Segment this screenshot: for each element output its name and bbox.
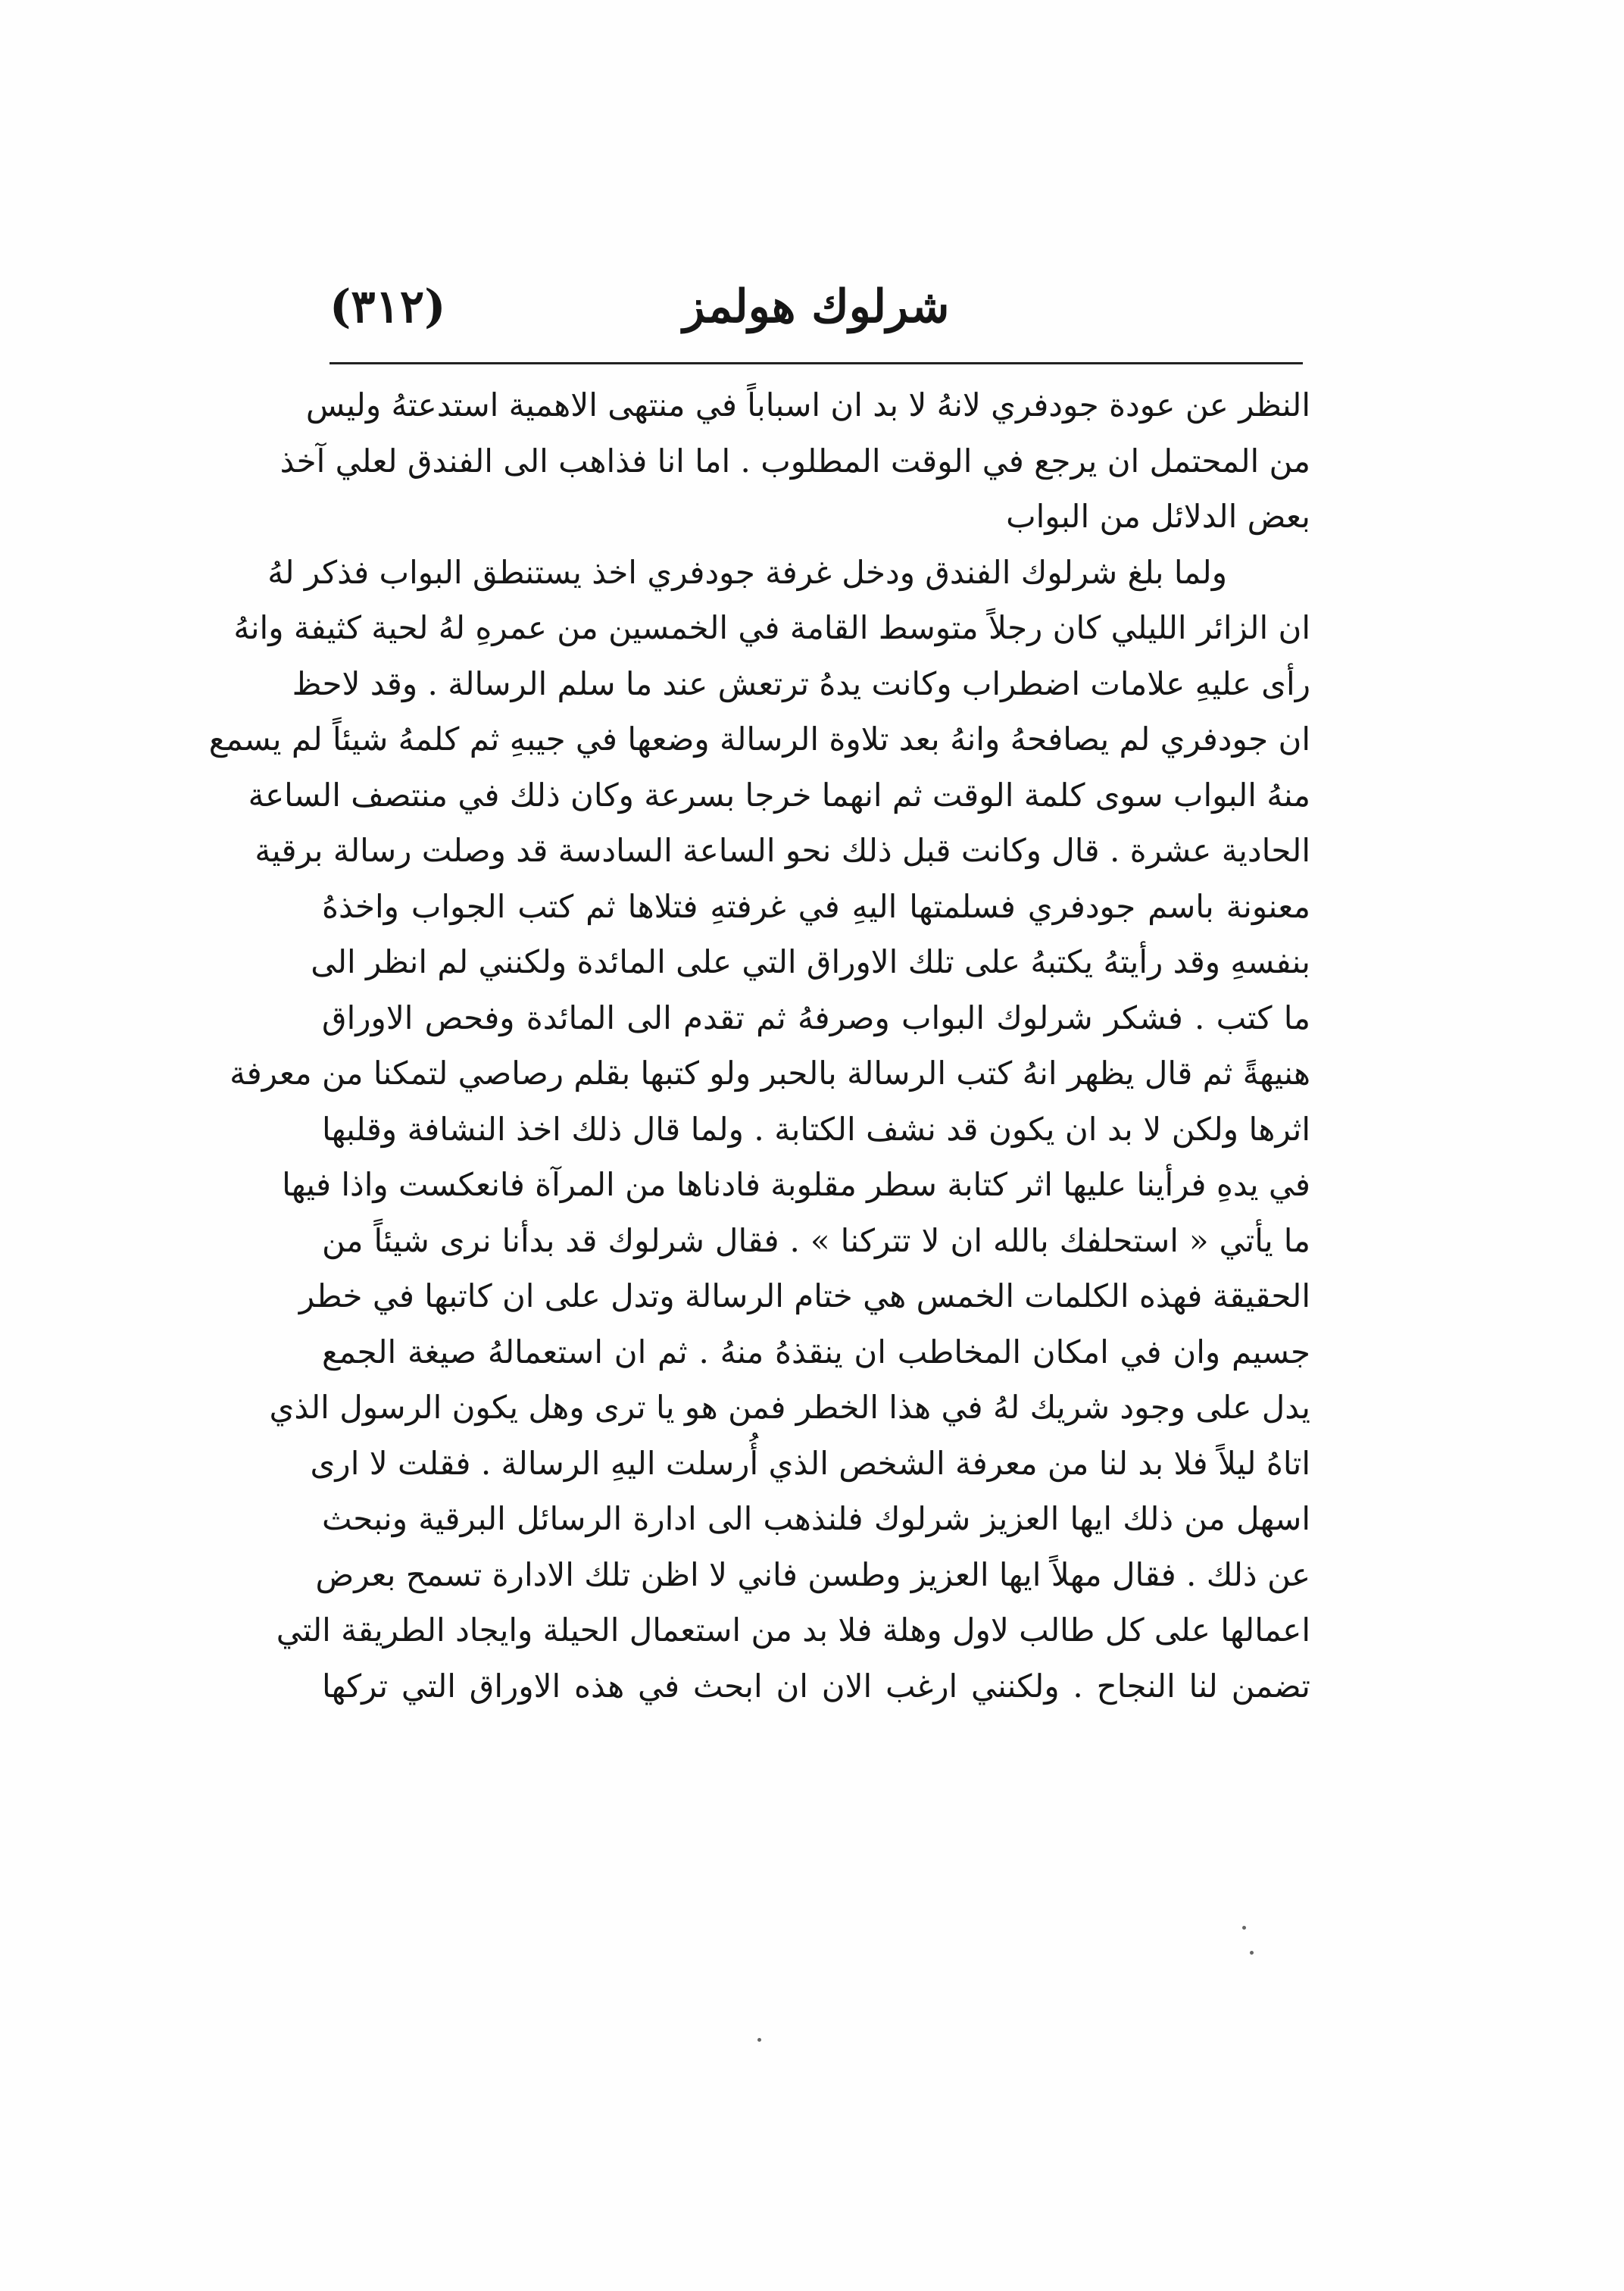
text-line: اثرها ولكن لا بد ان يكون قد نشف الكتابة . ولما قال ذلك اخذ النشافة وقلبها bbox=[322, 1110, 1310, 1148]
page-header bbox=[329, 273, 1303, 356]
page-number: (٣١٢) bbox=[329, 280, 446, 333]
body-text bbox=[208, 377, 1310, 1714]
print-speck bbox=[1250, 1951, 1254, 1955]
text-line: يدل على وجود شريك لهُ في هذا الخطر فمن هو يا ترى وهل يكون الرسول الذي bbox=[269, 1389, 1310, 1426]
text-line: النظر عن عودة جودفري لانهُ لا بد ان اسباباً في منتهى الاهمية استدعتهُ وليس bbox=[305, 386, 1310, 424]
text-line: الحقيقة فهذه الكلمات الخمس هي ختام الرسالة وتدل على ان كاتبها في خطر bbox=[298, 1277, 1310, 1314]
text-line: ان جودفري لم يصافحهُ وانهُ بعد تلاوة الرسالة وضعها في جيبهِ ثم كلمهُ شيئاً لم يسمع bbox=[208, 720, 1310, 758]
text-line: ما يأتي « استحلفك بالله ان لا تتركنا » . فقال شرلوك قد بدأنا نرى شيئاً من bbox=[322, 1221, 1310, 1259]
print-speck bbox=[1242, 1926, 1246, 1930]
print-speck bbox=[757, 2038, 761, 2042]
text-line: اتاهُ ليلاً فلا بد لنا من معرفة الشخص الذي أُرسلت اليهِ الرسالة . فقلت لا ارى bbox=[310, 1444, 1310, 1482]
text-line: اسهل من ذلك ايها العزيز شرلوك فلنذهب الى ادارة الرسائل البرقية ونبحث bbox=[322, 1500, 1310, 1537]
text-line: ولما بلغ شرلوك الفندق ودخل غرفة جودفري اخذ يستنطق البواب فذكر لهُ bbox=[267, 553, 1227, 591]
running-title: شرلوك هولمز bbox=[682, 280, 950, 333]
text-line: ما كتب . فشكر شرلوك البواب وصرفهُ ثم تقدم الى المائدة وفحص الاوراق bbox=[322, 999, 1310, 1036]
text-line: منهُ البواب سوى كلمة الوقت ثم انهما خرجا بسرعة وكان ذلك في منتصف الساعة bbox=[248, 776, 1310, 814]
text-line: من المحتمل ان يرجع في الوقت المطلوب . اما انا فذاهب الى الفندق لعلي آخذ bbox=[280, 442, 1310, 480]
text-line: بنفسهِ وقد رأيتهُ يكتبهُ على تلك الاوراق التي على المائدة ولكنني لم انظر الى bbox=[311, 943, 1310, 980]
text-line: اعمالها على كل طالب لاول وهلة فلا بد من استعمال الحيلة وايجاد الطريقة التي bbox=[276, 1611, 1310, 1649]
text-line: ان الزائر الليلي كان رجلاً متوسط القامة في الخمسين من عمرهِ لهُ لحية كثيفة وانهُ bbox=[233, 609, 1310, 646]
text-line: هنيهةً ثم قال يظهر انهُ كتب الرسالة بالحبر ولو كتبها بقلم رصاصي لتمكنا من معرفة bbox=[230, 1055, 1310, 1092]
text-line: رأى عليهِ علامات اضطراب وكانت يدهُ ترتعش عند ما سلم الرسالة . وقد لاحظ bbox=[292, 664, 1310, 702]
text-line: تضمن لنا النجاح . ولكنني ارغب الان ان ابحث في هذه الاوراق التي تركها bbox=[322, 1667, 1310, 1705]
header-rule bbox=[329, 362, 1303, 364]
text-line: جسيم وان في امكان المخاطب ان ينقذهُ منهُ . ثم ان استعمالهُ صيغة الجمع bbox=[322, 1333, 1310, 1371]
text-line: في يدهِ فرأينا عليها اثر كتابة سطر مقلوبة فادناها من المرآة فانعكست واذا فيها bbox=[282, 1166, 1310, 1203]
text-line: بعض الدلائل من البواب bbox=[1006, 498, 1310, 535]
text-line: معنونة باسم جودفري فسلمتها اليهِ في غرفتهِ فتلاها ثم كتب الجواب واخذهُ bbox=[322, 887, 1310, 925]
text-line: الحادية عشرة . قال وكانت قبل ذلك نحو الساعة السادسة قد وصلت رسالة برقية bbox=[255, 832, 1310, 869]
text-line: عن ذلك . فقال مهلاً ايها العزيز وطسن فاني لا اظن تلك الادارة تسمح بعرض bbox=[315, 1555, 1310, 1593]
